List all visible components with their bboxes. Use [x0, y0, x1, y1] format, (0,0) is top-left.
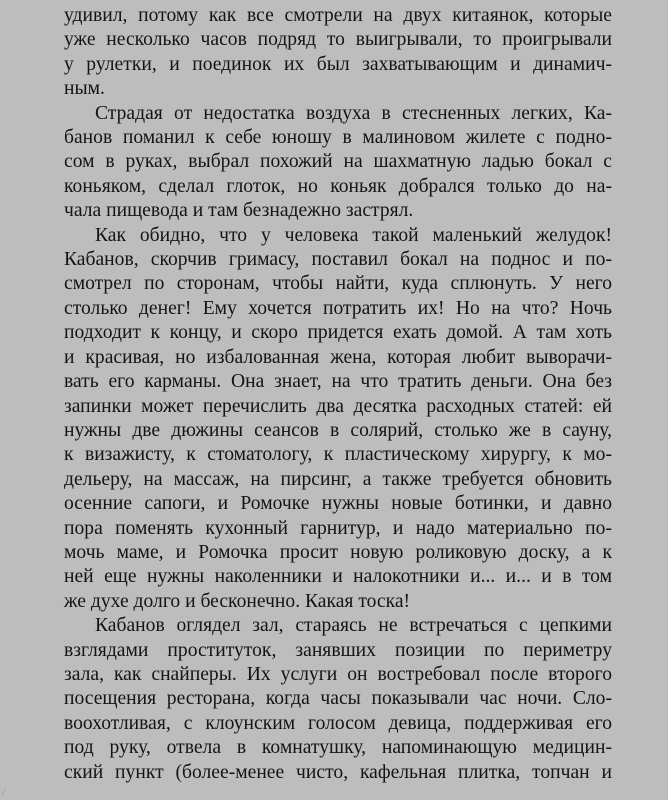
text-line: запинки может перечислить два десятка расходных статей: ей — [64, 395, 612, 417]
text-line: банов поманил к себе юношу в малиновом жилете с подно- — [64, 127, 612, 149]
text-line: и красивая, но избалованная жена, которая любит выворачи- — [64, 346, 612, 368]
text-line: же духе долго и бесконечно. Какая тоска! — [64, 590, 411, 612]
text-line: пора поменять кухонный гарнитур, и надо материально по- — [64, 517, 612, 539]
text-line: взглядами проституток, занявших позиции по периметру — [64, 639, 612, 661]
body-text — [64, 4, 612, 785]
text-line: смотрел по сторонам, чтобы найти, куда сплюнуть. У него — [64, 273, 612, 295]
text-line: ней еще нужны наколенники и налокотники и... и... и в том — [64, 566, 612, 588]
text-line: мочь маме, и Ромочка просит новую роликовую доску, а к — [64, 541, 612, 563]
text-line: чала пищевода и там безнадежно застрял. — [64, 200, 414, 222]
text-line: удивил, потому как все смотрели на двух китаянок, которые — [64, 5, 612, 26]
text-line: Как обидно, что у человека такой маленький желудок! — [95, 224, 612, 246]
text-line: дельеру, на массаж, на пирсинг, а также требуется обновить — [64, 468, 612, 490]
text-line: ным. — [64, 78, 105, 100]
text-line: Страдая от недостатка воздуха в стесненных легких, Ка- — [95, 102, 612, 124]
text-line: под руку, отвела в комнатушку, напоминающую медицин- — [64, 737, 612, 759]
text-line: зала, как снайперы. Их услуги он востребовал после второго — [64, 663, 612, 685]
text-line: Кабанов оглядел зал, стараясь не встречаться с цепкими — [95, 615, 612, 637]
text-line: воохотливая, с клоунским голосом девица, поддерживая его — [64, 712, 612, 734]
text-line: осенние сапоги, и Ромочке нужны новые ботинки, и давно — [64, 493, 612, 515]
text-line: посещения ресторана, когда часы показывали час ночи. Сло- — [64, 688, 612, 710]
text-line: к визажисту, к стоматологу, к пластическому хирургу, к мо- — [64, 444, 612, 466]
paragraph-3 — [64, 224, 612, 615]
text-line: столько денег! Ему хочется потратить их! Но на что? Ночь — [64, 297, 612, 319]
text-line: сом в руках, выбрал похожий на шахматную ладью бокал с — [64, 151, 612, 173]
text-line: коньяком, сделал глоток, но коньяк добрался только до на- — [64, 175, 612, 197]
text-line: уже несколько часов подряд то выигрывали, то проигрывали — [64, 29, 612, 51]
text-line: нужны две дюжины сеансов в солярий, столько же в сауну, — [64, 419, 612, 441]
corner-mark: ⁄ — [3, 788, 5, 798]
text-line: Кабанов, скорчив гримасу, поставил бокал на поднос и по- — [64, 249, 612, 271]
paragraph-4 — [64, 614, 612, 785]
text-line: подходит к концу, и скоро придется ехать домой. А там хоть — [64, 322, 612, 344]
text-line: вать его карманы. Она знает, на что тратить деньги. Она без — [64, 371, 612, 393]
paragraph-2 — [64, 102, 612, 224]
text-line: у рулетки, и поединок их был захватывающим и динамич- — [64, 53, 612, 75]
text-line: ский пункт (более-менее чисто, кафельная плитка, топчан и — [64, 761, 612, 783]
paragraph-1 — [64, 4, 612, 102]
